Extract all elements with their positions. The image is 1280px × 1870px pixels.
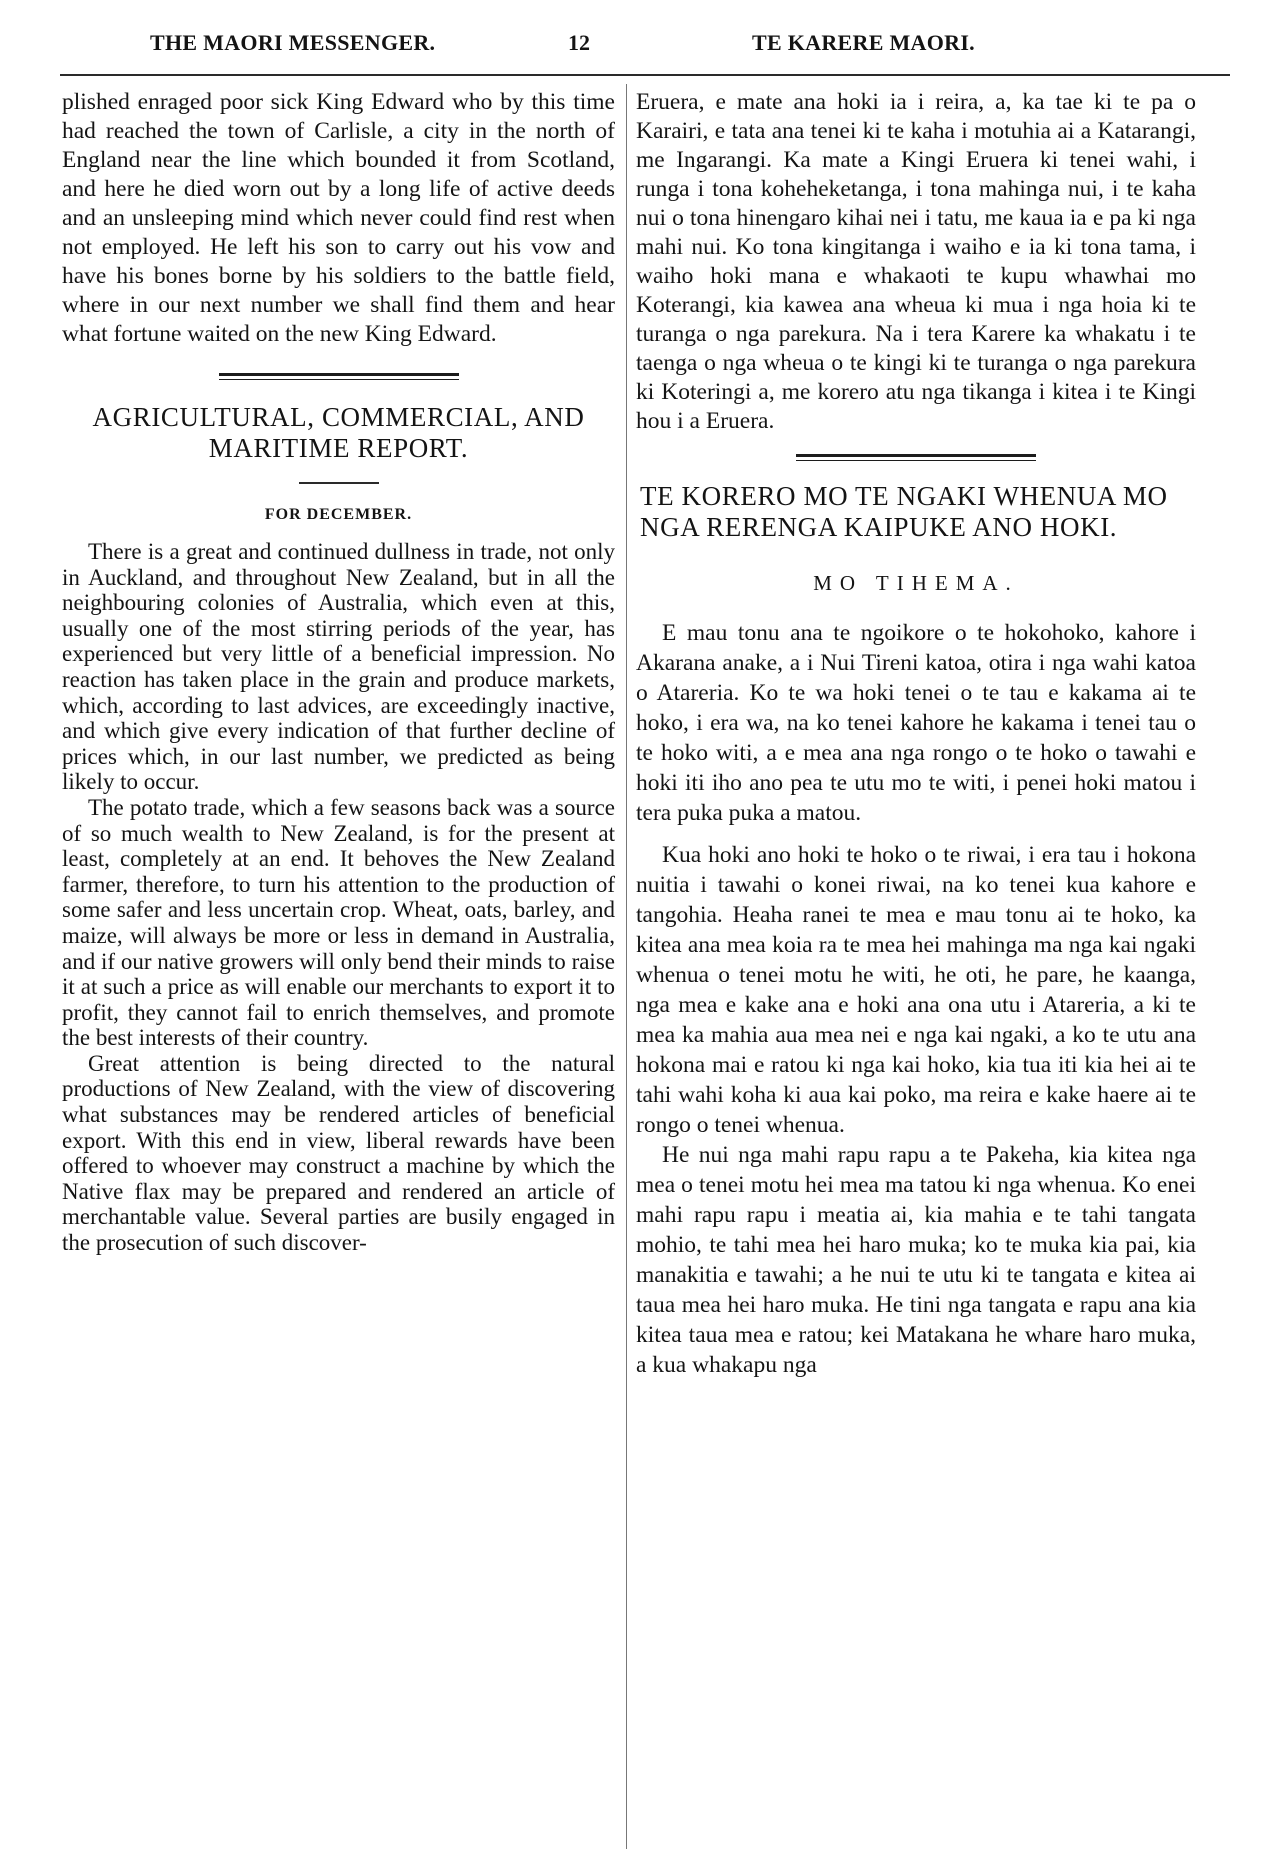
report-paragraph-2: The potato trade, which a few seasons back was a source of so much wealth to New Zealand, is for the present at least, completely at an end. It behoves the New Zealand farmer, therefore, to turn his attention to the production of some safer and less uncertain crop. Wheat, oats, barley, and maize, will always be more or less in demand in Australia, and if our native growers will only bend their minds to raise it at such a price as will enable our merchants to export it to profit, they cannot fail to enrich themselves, and promote the best interests of their country. — [62, 794, 615, 1051]
report-paragraph-maori-2: Kua hoki ano hoki te hoko o te riwai, i era tau i hokona nuitia i tawahi o konei riwai, na ko tenei kua kahore e tangohia. Heaha ranei te mea e mau tonu ai te hoko, ka kitea ana mea koia ra te mea hei mahinga ma nga kai ngaki whenua o tenei motu he witi, he oti, he pare, he kaanga, nga mea e kake ana e hoki ana ona utu i Atareria, a ki te mea ka mahia aua mea nei e nga kai ngaki, a ko te utu ana hokona mai e ratou ki nga kai hoko, kia tua iti kia hei ai te tahi wahi koha ki aua kai poko, ma reira e kake haere ai te rongo o tenei whenua. — [636, 842, 1196, 1138]
masthead-rule — [60, 74, 1230, 76]
report-paragraph-1: There is a great and continued dullness in trade, not only in Auckland, and throughout New Zealand, but in all the neighbouring colonies of Australia, which even at this, usually one of the most stirring periods of the year, has experienced but very little of a beneficial impression. No reaction has taken place in the grain and produce markets, which, according to last advices, are exceedingly inactive, and which give every indication of that further decline of prices which, in our last number, we predicted as being likely to occur. — [62, 539, 615, 795]
page-number: 12 — [568, 30, 590, 55]
report-subheading: FOR DECEMBER. — [264, 506, 413, 523]
maori-column — [636, 88, 1196, 1380]
continued-article-text: plished enraged poor sick King Edward who by this time had reached the town of Carlisle, a city in the north of England near the line which bounded it from Scotland, and here he died worn out by a long life of active deeds and an unsleeping mind which never could find rest when not employed. He left his son to carry out his vow and have his bones borne by his soldiers to the battle field, where in our next number we shall find them and hear what fortune waited on the new King Edward. — [62, 89, 615, 347]
report-paragraph-maori-1: E mau tonu ana te ngoikore o te hokohoko, kahore i Akarana anake, a i Nui Tireni katoa, otira i nga wahi katoa o Atareria. Ko te wa hoki tenei o te tau e kakama ai te hoko, i era wa, na ko tenei kahore he kakama i tenei tau o te hoko witi, a e mea ana nga rongo o te hoko o tawahi e hoki iti iho ano pea te utu mo te witi, i penei hoki matou i tera puka puka a matou. — [636, 620, 1196, 826]
report-subheading-maori: MO TIHEMA. — [813, 571, 1019, 595]
report-heading: AGRICULTURAL, COMMERCIAL, AND MARITIME REPORT. — [92, 402, 585, 463]
english-column — [62, 88, 615, 1256]
masthead-english-title: THE MAORI MESSENGER. — [150, 30, 436, 55]
continued-article-text-maori: Eruera, e mate ana hoki ia i reira, a, ka tae ki te pa o Karairi, e tata ana tenei ki te kaha i motuhia ai a Katarangi, me Ingarangi. Ka mate a Kingi Eruera ki tenei wahi, i runga i tona koheheketanga, i tona mahinga nui, i te kaha nui o tona hinengaro kihai nei i tatu, me kaua ia e pa ki nga mahi nui. Ko tona kingitanga i waiho e ia ki tona tama, i waiho hoki mana e whakaoti te kupu whawhai mo Koterangi, kia kawea ana wheua ki mua i nga hoia ki te turanga o nga parekura. Na i tera Karere ka whakatu i te taenga o nga wheua o te kingi ki te turanga o nga parekura ki Koteringi a, me korero atu nga tikanga i kitea i te Kingi hou i a Eruera. — [636, 89, 1196, 434]
masthead — [140, 26, 1040, 60]
report-paragraph-3: Great attention is being directed to the natural productions of New Zealand, with the view of discovering what substances may be rendered articles of beneficial export. With this end in view, liberal rewards have been offered to whoever may construct a machine by which the Native flax may be prepared and rendered an article of merchantable value. Several parties are busily engaged in the prosecution of such discover- — [62, 1050, 615, 1256]
column-divider — [626, 84, 627, 1849]
heading-rule — [299, 482, 379, 484]
masthead-maori-title: TE KARERE MAORI. — [752, 30, 975, 55]
report-heading-maori: TE KORERO MO TE NGAKI WHENUA MO NGA RERENGA KAIPUKE ANO HOKI. — [640, 481, 1168, 542]
report-paragraph-maori-3: He nui nga mahi rapu rapu a te Pakeha, kia kitea nga mea o tenei motu hei mea ma tatou ki nga whenua. Ko enei mahi rapu rapu i meatia ai, kia mahia e te tahi tangata mohio, te tahi mea hei haro muka; ko te muka kia pai, kia manakitia e tawahi; a he nui te utu ki te tangata e kitea ai taua mea hei haro muka. He tini nga tangata e rapu ana kia kitea taua mea e ratou; kei Matakana he whare haro muka, a kua whakapu nga — [636, 1142, 1196, 1378]
section-divider-maori — [796, 454, 1036, 461]
section-divider — [219, 373, 459, 380]
